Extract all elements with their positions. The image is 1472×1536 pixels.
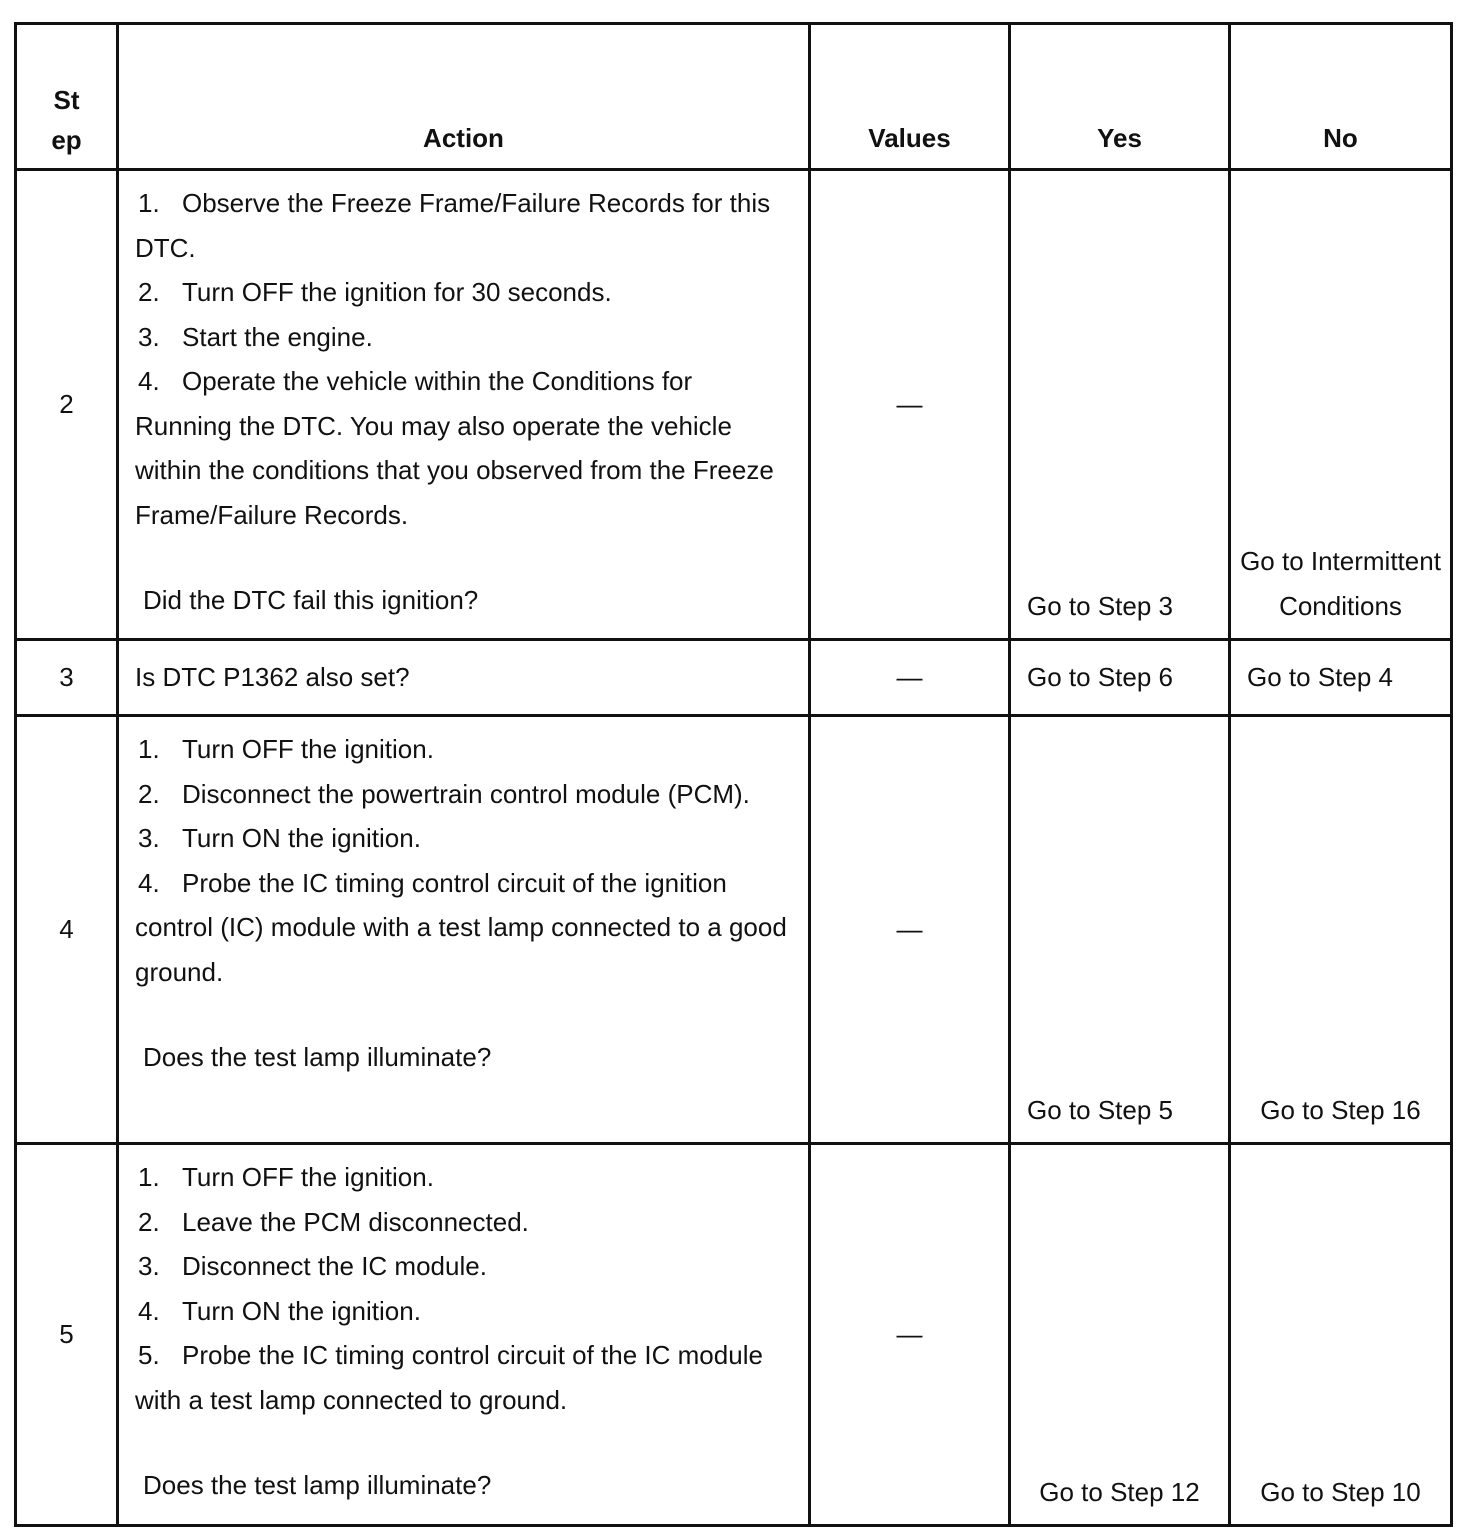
yes-link[interactable]: Go to Step 12 [1010, 1144, 1230, 1526]
list-item: 1. Turn OFF the ignition. [138, 1162, 434, 1192]
values-cell: — [810, 716, 1010, 1144]
header-values: Values [810, 24, 1010, 170]
step-number: 2 [16, 170, 118, 640]
no-link[interactable]: Go to Intermittent Conditions [1230, 170, 1452, 640]
list-item: 4. Probe the IC timing control circuit of the ignition control (IC) module with a test lamp connected to a good ground. [135, 867, 787, 987]
yes-link[interactable]: Go to Step 5 [1010, 716, 1230, 1144]
table-row-step-3 [16, 640, 1452, 716]
list-item: 2. Leave the PCM disconnected. [138, 1206, 529, 1237]
values-cell: — [810, 640, 1010, 716]
list-item: 5. Probe the IC timing control circuit of the IC module with a test lamp connected to ground. [135, 1340, 763, 1415]
list-item: 3. Disconnect the IC module. [138, 1251, 487, 1281]
action-question: Does the test lamp illuminate? [143, 1042, 492, 1072]
values-cell: — [810, 170, 1010, 640]
list-item: 3. Turn ON the ignition. [138, 823, 421, 853]
action-cell [118, 1144, 810, 1526]
action-question: Did the DTC fail this ignition? [143, 585, 479, 615]
yes-link[interactable]: Go to Step 6 [1010, 640, 1230, 716]
action-cell [118, 170, 810, 640]
header-yes: Yes [1010, 24, 1230, 170]
table-row-step-4 [16, 716, 1452, 1144]
step-number: 4 [16, 716, 118, 1144]
action-cell: Is DTC P1362 also set? [118, 640, 810, 716]
list-item: 3. Start the engine. [138, 321, 373, 352]
list-item: 4. Operate the vehicle within the Conditions for Running the DTC. You may also operate the vehicle within the conditions that you observed from the Freeze Frame/Failure Records. [135, 366, 774, 530]
header-step: St ep [16, 24, 118, 170]
table-row-step-2 [16, 170, 1452, 640]
list-item: 1. Observe the Freeze Frame/Failure Records for this DTC. [135, 188, 771, 263]
no-link[interactable]: Go to Step 4 [1230, 640, 1452, 716]
no-link[interactable]: Go to Step 10 [1230, 1144, 1452, 1526]
values-cell: — [810, 1144, 1010, 1526]
step-number: 3 [16, 640, 118, 716]
action-question: Does the test lamp illuminate? [143, 1470, 492, 1500]
diagnostic-table [14, 22, 1453, 1527]
header-action: Action [118, 24, 810, 170]
action-cell [118, 716, 810, 1144]
step-number: 5 [16, 1144, 118, 1526]
yes-link[interactable]: Go to Step 3 [1010, 170, 1230, 640]
table-row-step-5 [16, 1144, 1452, 1526]
header-no: No [1230, 24, 1452, 170]
header-row [16, 24, 1452, 170]
list-item: 4. Turn ON the ignition. [138, 1295, 421, 1326]
list-item: 1. Turn OFF the ignition. [138, 734, 434, 764]
list-item: 2. Turn OFF the ignition for 30 seconds. [138, 277, 612, 307]
list-item: 2. Disconnect the powertrain control module (PCM). [138, 778, 750, 809]
no-link[interactable]: Go to Step 16 [1230, 716, 1452, 1144]
